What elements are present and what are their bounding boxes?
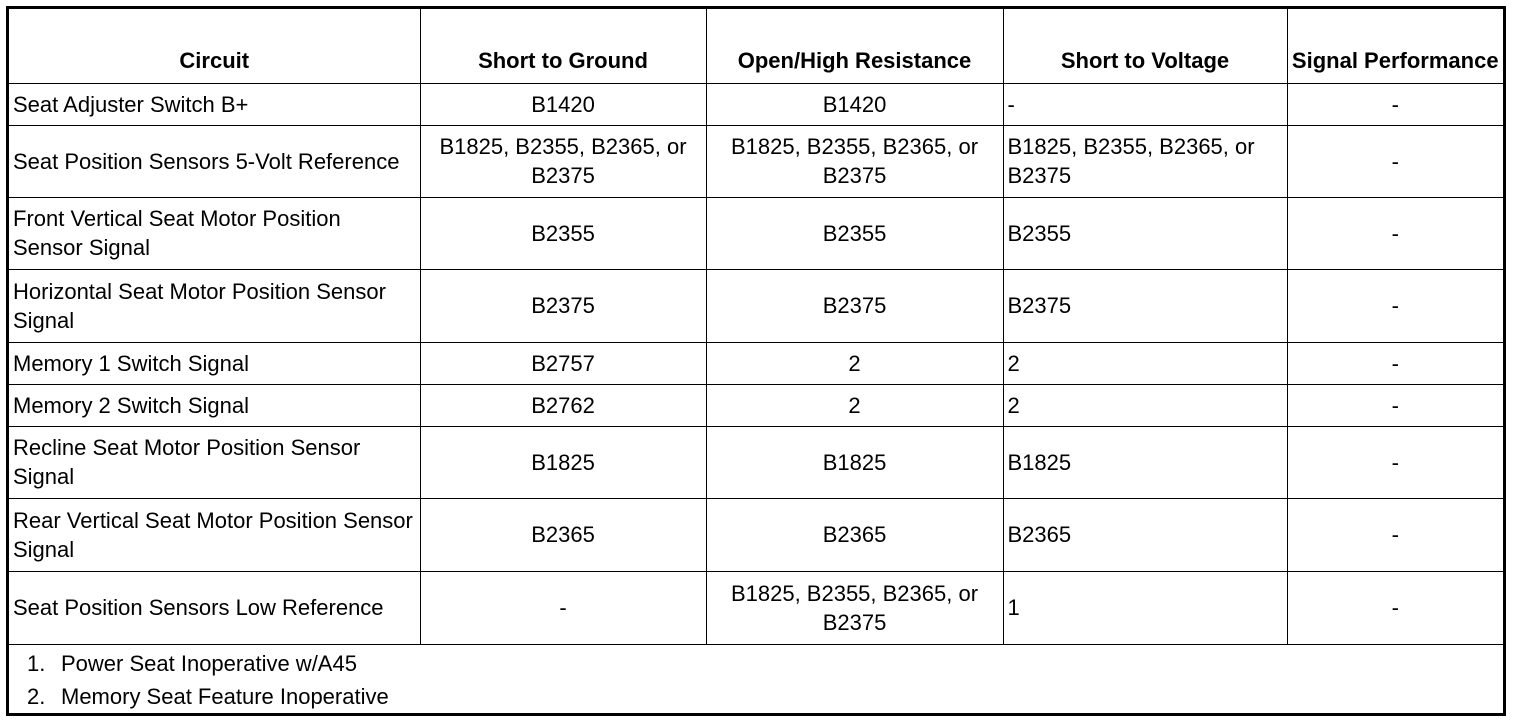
open-high-resistance-cell: B1825, B2355, B2365, or B2375: [706, 571, 1003, 644]
table-footnotes: [9, 643, 1503, 713]
open-high-resistance-cell: B1825, B2355, B2365, or B2375: [706, 125, 1003, 197]
circuit-cell: Recline Seat Motor Position Sensor Signal: [9, 426, 420, 498]
footnote-1: [27, 647, 1503, 680]
footnote-number: 1.: [27, 651, 46, 676]
header-short-to-voltage: Short to Voltage: [1003, 9, 1287, 83]
footnote-2: [27, 680, 1503, 713]
short-to-voltage-cell: -: [1003, 83, 1287, 125]
open-high-resistance-cell: 2: [706, 342, 1003, 384]
circuit-cell: Seat Adjuster Switch B+: [9, 83, 420, 125]
short-to-voltage-cell: B2375: [1003, 269, 1287, 342]
open-high-resistance-cell: B1825: [706, 426, 1003, 498]
footnote-text: Memory Seat Feature Inoperative: [61, 684, 389, 709]
circuit-cell: Memory 1 Switch Signal: [9, 342, 420, 384]
table-row: [9, 342, 1503, 384]
open-high-resistance-cell: B2365: [706, 498, 1003, 571]
short-to-voltage-cell: B1825, B2355, B2365, or B2375: [1003, 125, 1287, 197]
circuit-dtc-table: [9, 9, 1503, 645]
signal-performance-cell: -: [1287, 384, 1503, 426]
header-short-to-ground: Short to Ground: [420, 9, 706, 83]
short-to-voltage-cell: 2: [1003, 342, 1287, 384]
circuit-cell: Front Vertical Seat Motor Position Sensor Signal: [9, 197, 420, 269]
short-to-ground-cell: B1825: [420, 426, 706, 498]
signal-performance-cell: -: [1287, 571, 1503, 644]
short-to-voltage-cell: 1: [1003, 571, 1287, 644]
table-row: [9, 498, 1503, 571]
short-to-ground-cell: B2762: [420, 384, 706, 426]
signal-performance-cell: -: [1287, 197, 1503, 269]
signal-performance-cell: -: [1287, 269, 1503, 342]
signal-performance-cell: -: [1287, 125, 1503, 197]
header-open-high-resistance: Open/High Resistance: [706, 9, 1003, 83]
table-row: [9, 125, 1503, 197]
open-high-resistance-cell: 2: [706, 384, 1003, 426]
circuit-cell: Seat Position Sensors Low Reference: [9, 571, 420, 644]
short-to-ground-cell: B2375: [420, 269, 706, 342]
header-signal-performance: Signal Performance: [1287, 9, 1503, 83]
circuit-cell: Rear Vertical Seat Motor Position Sensor Signal: [9, 498, 420, 571]
open-high-resistance-cell: B2355: [706, 197, 1003, 269]
diagnostic-table-frame: [6, 6, 1506, 716]
signal-performance-cell: -: [1287, 498, 1503, 571]
signal-performance-cell: -: [1287, 426, 1503, 498]
short-to-ground-cell: -: [420, 571, 706, 644]
signal-performance-cell: -: [1287, 83, 1503, 125]
header-circuit: Circuit: [9, 9, 420, 83]
table-row: [9, 384, 1503, 426]
open-high-resistance-cell: B2375: [706, 269, 1003, 342]
header-row: [9, 9, 1503, 83]
footnote-text: Power Seat Inoperative w/A45: [61, 651, 357, 676]
short-to-voltage-cell: B2355: [1003, 197, 1287, 269]
table-row: [9, 571, 1503, 644]
short-to-ground-cell: B1420: [420, 83, 706, 125]
signal-performance-cell: -: [1287, 342, 1503, 384]
table-row: [9, 197, 1503, 269]
open-high-resistance-cell: B1420: [706, 83, 1003, 125]
short-to-voltage-cell: 2: [1003, 384, 1287, 426]
table-row: [9, 269, 1503, 342]
short-to-voltage-cell: B1825: [1003, 426, 1287, 498]
short-to-voltage-cell: B2365: [1003, 498, 1287, 571]
short-to-ground-cell: B2365: [420, 498, 706, 571]
circuit-cell: Seat Position Sensors 5-Volt Reference: [9, 125, 420, 197]
short-to-ground-cell: B2355: [420, 197, 706, 269]
short-to-ground-cell: B2757: [420, 342, 706, 384]
table-row: [9, 426, 1503, 498]
circuit-cell: Memory 2 Switch Signal: [9, 384, 420, 426]
short-to-ground-cell: B1825, B2355, B2365, or B2375: [420, 125, 706, 197]
footnote-number: 2.: [27, 684, 46, 709]
circuit-cell: Horizontal Seat Motor Position Sensor Signal: [9, 269, 420, 342]
table-row: [9, 83, 1503, 125]
